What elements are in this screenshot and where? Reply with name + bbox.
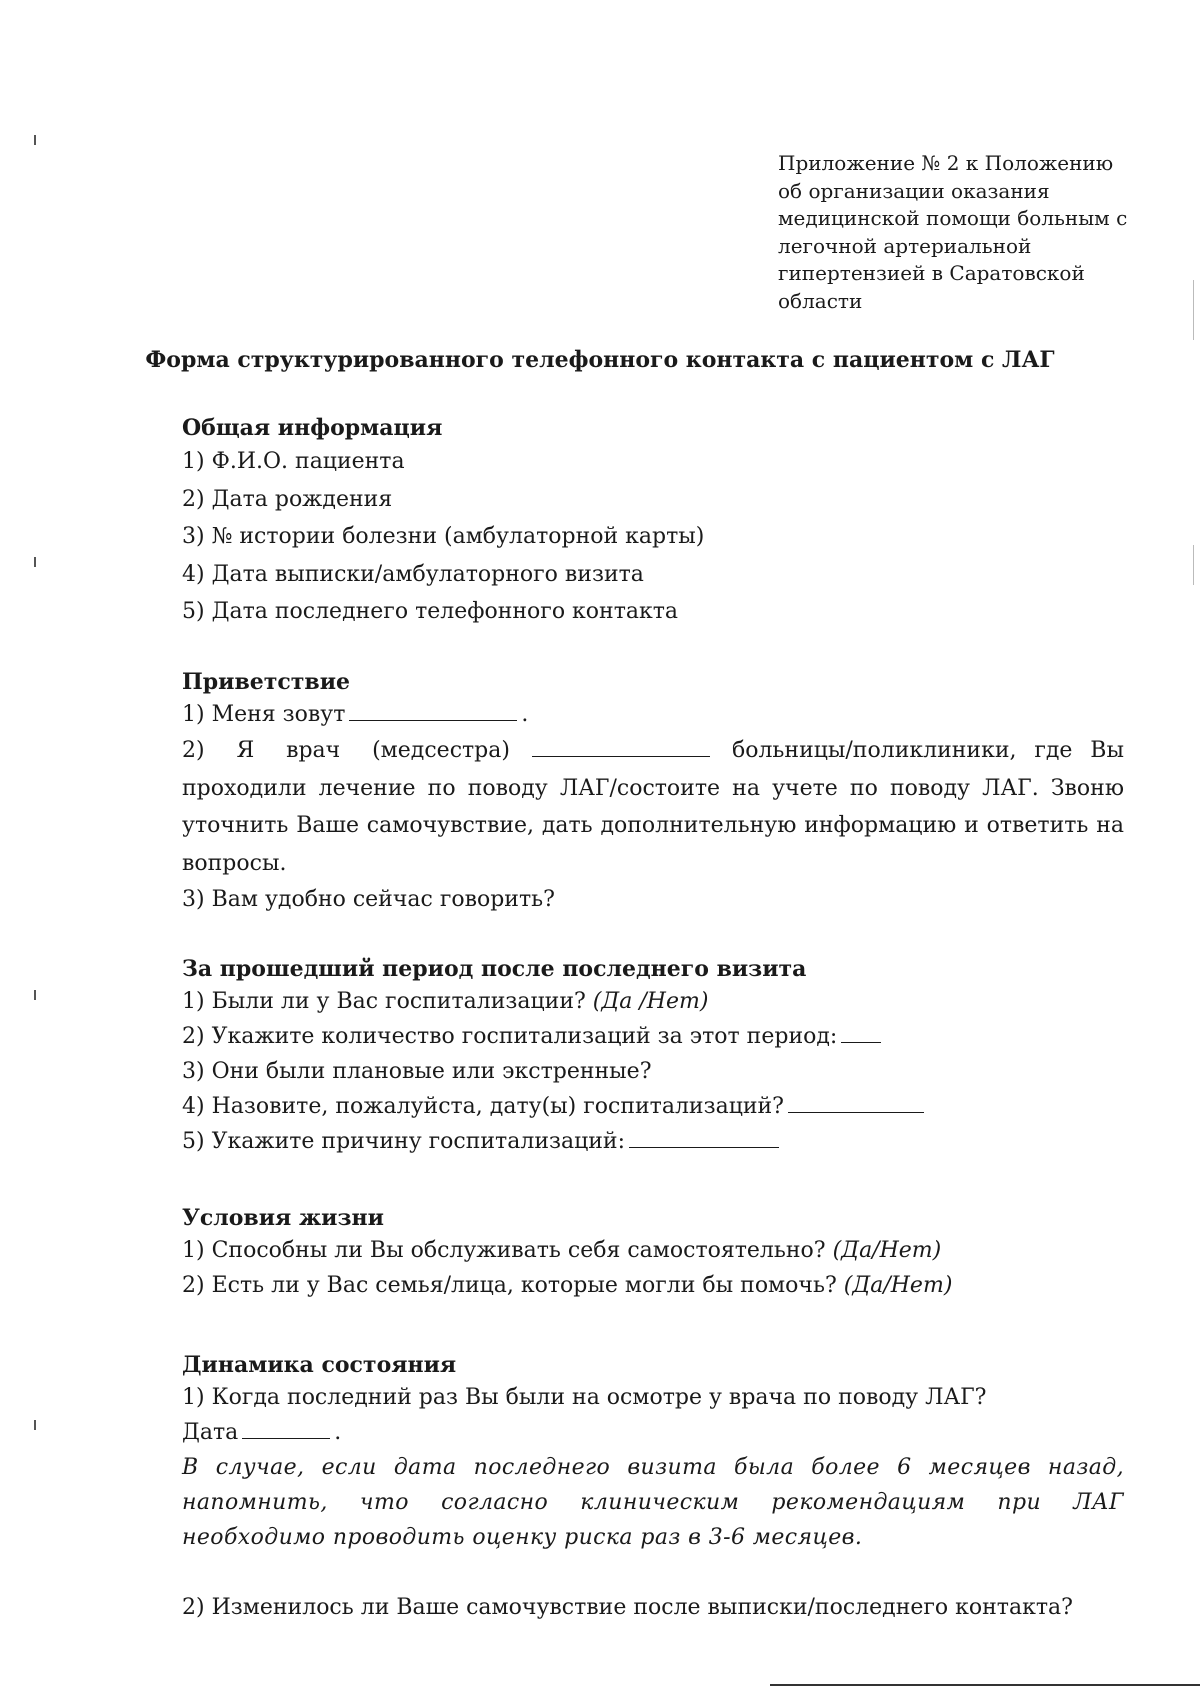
scan-mark: [34, 1420, 36, 1430]
list-item: 5) Дата последнего телефонного контакта: [182, 599, 679, 624]
section-heading: Условия жизни: [182, 1205, 384, 1231]
list-item: 3) Они были плановые или экстренные?: [182, 1059, 652, 1084]
annex-reference: [778, 150, 1138, 316]
date-blank-field[interactable]: [242, 1416, 330, 1439]
section-heading: Приветствие: [182, 669, 351, 695]
list-item: [182, 1124, 1124, 1159]
list-item: [182, 697, 1124, 732]
annex-line: об организации оказания: [778, 178, 1050, 203]
section-period: [182, 954, 1124, 1159]
item-text: 2) Есть ли у Вас семья/лица, которые могли бы помочь?: [182, 1273, 837, 1298]
scan-mark: [34, 990, 36, 1000]
section-heading: Общая информация: [182, 415, 443, 441]
list-item: [182, 984, 1124, 1019]
reason-blank-field[interactable]: [629, 1125, 779, 1148]
item-text: 5) Укажите причину госпитализаций:: [182, 1129, 625, 1154]
count-blank-field[interactable]: [841, 1020, 881, 1043]
section-dynamics: [182, 1350, 1124, 1627]
list-item: [182, 1268, 1124, 1303]
list-item: 3) Вам удобно сейчас говорить?: [182, 887, 555, 912]
section-greeting: [182, 667, 1124, 917]
scan-mark: [34, 135, 36, 145]
list-item: 1) Ф.И.О. пациента: [182, 449, 405, 474]
section-heading: За прошедший период после последнего визита: [182, 956, 807, 982]
list-item: [182, 1019, 1124, 1054]
item-text: больницы/поликлиники, где Вы проходили лечение по поводу ЛАГ/состоите на учете по поводу ЛАГ. Звоню уточнить Ваше самочувствие, дать дополнительную информацию и ответить на вопросы.: [182, 738, 1124, 876]
list-item: 2) Изменилось ли Ваше самочувствие после выписки/последнего контакта?: [182, 1595, 1073, 1620]
annex-line: гипертензией в Саратовской: [778, 261, 1085, 286]
hospital-blank-field[interactable]: [532, 734, 710, 757]
section-general-info: [182, 413, 1124, 631]
dates-blank-field[interactable]: [788, 1090, 924, 1113]
item-text: 1) Были ли у Вас госпитализации?: [182, 989, 586, 1014]
annex-line: медицинской помощи больным с: [778, 206, 1128, 231]
item-end: .: [521, 702, 529, 727]
bottom-rule: [770, 1684, 1200, 1686]
list-item: 2) Дата рождения: [182, 486, 393, 512]
annex-line: легочной артериальной: [778, 233, 1032, 258]
annex-line: Приложение № 2 к Положению: [778, 151, 1114, 175]
item-options: (Да/Нет): [843, 1273, 953, 1298]
item-text: 1) Способны ли Вы обслуживать себя самостоятельно?: [182, 1238, 826, 1263]
annex-line: области: [778, 288, 863, 313]
item-options: (Да/Нет): [832, 1238, 942, 1263]
list-item: [182, 1233, 1124, 1268]
item-text: 4) Назовите, пожалуйста, дату(ы) госпитализаций?: [182, 1094, 784, 1119]
list-item: [182, 732, 1124, 882]
item-text: 2) Я врач (медсестра): [182, 738, 510, 763]
item-options: (Да /Нет): [592, 989, 709, 1014]
list-item: 3) № истории болезни (амбулаторной карты): [182, 524, 705, 549]
list-item: 4) Дата выписки/амбулаторного визита: [182, 561, 644, 587]
scan-edge: [1193, 280, 1194, 340]
list-item: [182, 1089, 1124, 1124]
item-end: .: [334, 1420, 342, 1445]
item-text: 2) Укажите количество госпитализаций за этот период:: [182, 1024, 838, 1049]
item-text: 1) Меня зовут: [182, 702, 346, 727]
name-blank-field[interactable]: [349, 698, 517, 721]
scan-edge: [1193, 545, 1194, 585]
list-item: 1) Когда последний раз Вы были на осмотре у врача по поводу ЛАГ?: [182, 1385, 987, 1410]
form-title: Форма структурированного телефонного контакта с пациентом с ЛАГ: [145, 347, 1055, 373]
section-living: [182, 1203, 1124, 1303]
instruction-note: В случае, если дата последнего визита была более 6 месяцев назад, напомнить, что согласно клиническим рекомендациям при ЛАГ необходимо проводить оценку риска раз в 3-6 месяцев.: [182, 1455, 1124, 1550]
date-label: Дата: [182, 1420, 239, 1445]
date-line: [182, 1415, 1124, 1450]
scan-mark: [34, 557, 36, 567]
section-heading: Динамика состояния: [182, 1352, 457, 1378]
